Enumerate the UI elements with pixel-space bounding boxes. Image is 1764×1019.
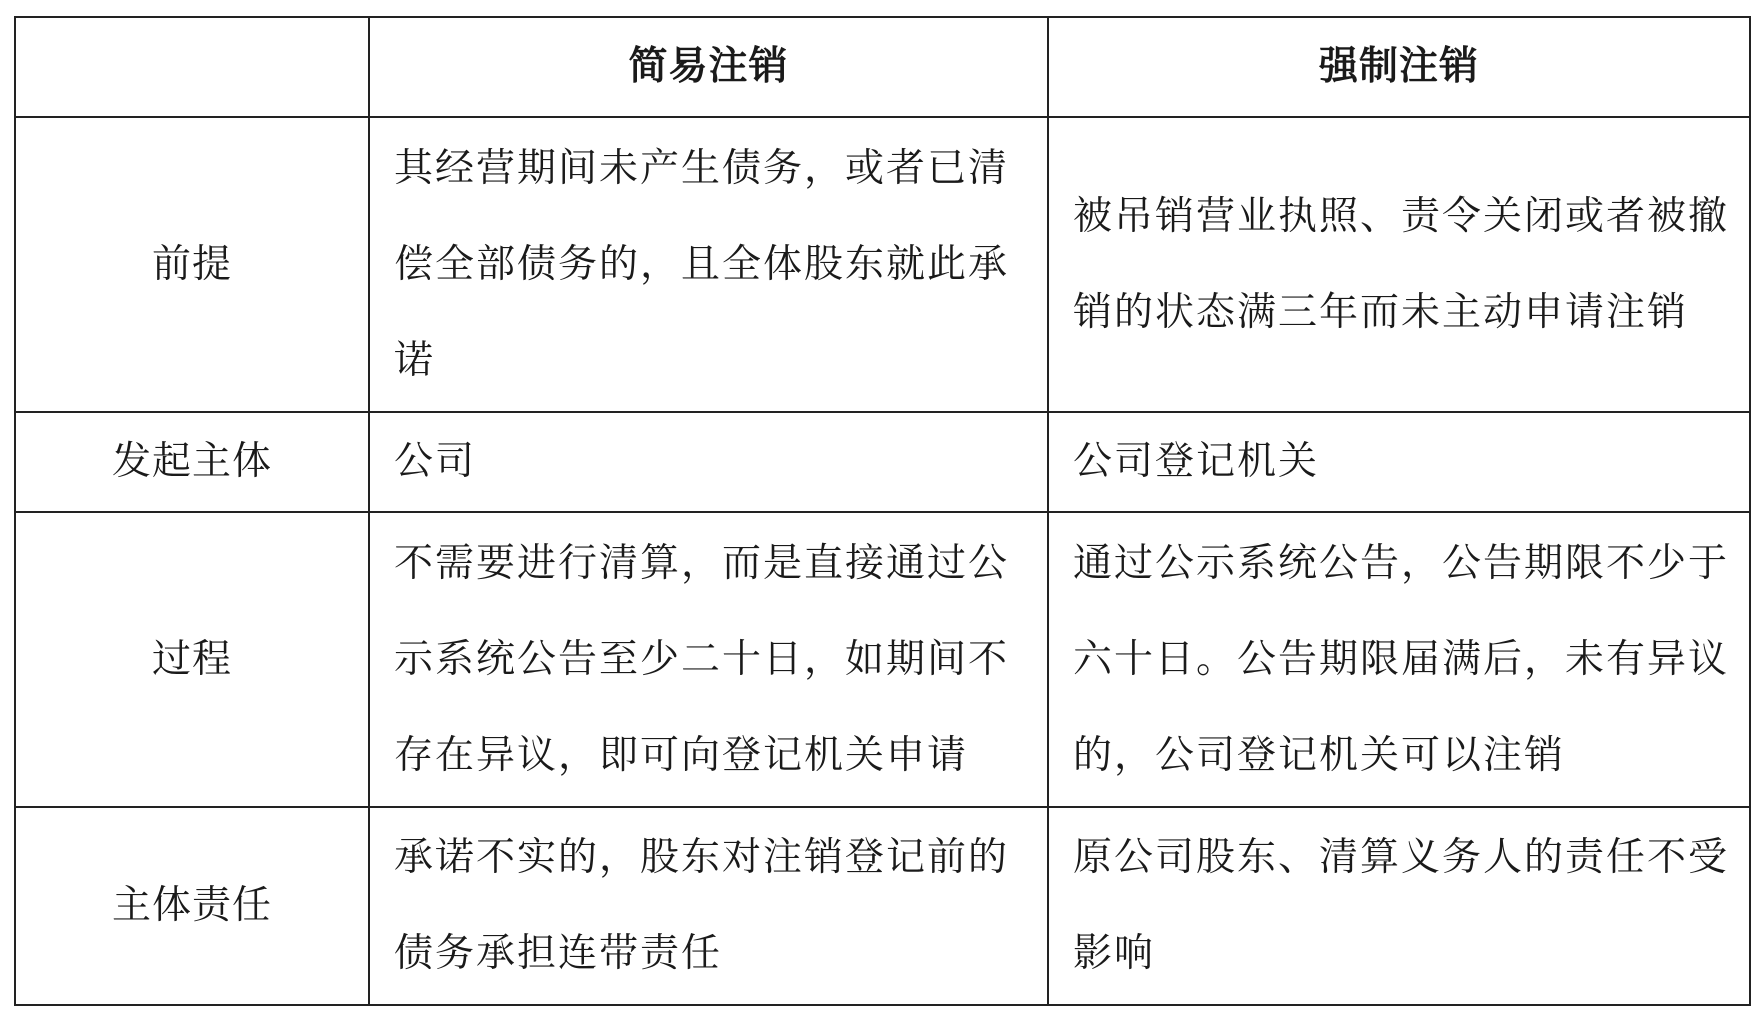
- header-simple-deregistration: 简易注销: [369, 17, 1048, 117]
- table-row: [15, 117, 1750, 412]
- forced-cell: 公司登记机关: [1048, 412, 1750, 512]
- row-label: 主体责任: [15, 807, 369, 1005]
- header-forced-deregistration: 强制注销: [1048, 17, 1750, 117]
- header-empty-cell: [15, 17, 369, 117]
- table-row: [15, 512, 1750, 807]
- simple-cell: 承诺不实的，股东对注销登记前的债务承担连带责任: [369, 807, 1048, 1005]
- row-label: 过程: [15, 512, 369, 807]
- row-label: 前提: [15, 117, 369, 412]
- row-label: 发起主体: [15, 412, 369, 512]
- table-row: [15, 807, 1750, 1005]
- header-row: [15, 17, 1750, 117]
- deregistration-comparison-table: [14, 16, 1751, 1006]
- forced-cell: 通过公示系统公告，公告期限不少于六十日。公告期限届满后，未有异议的，公司登记机关可以注销: [1048, 512, 1750, 807]
- table-row: [15, 412, 1750, 512]
- comparison-table-container: [14, 16, 1751, 1006]
- simple-cell: 其经营期间未产生债务，或者已清偿全部债务的，且全体股东就此承诺: [369, 117, 1048, 412]
- simple-cell: 不需要进行清算，而是直接通过公示系统公告至少二十日，如期间不存在异议，即可向登记机关申请: [369, 512, 1048, 807]
- simple-cell: 公司: [369, 412, 1048, 512]
- forced-cell: 被吊销营业执照、责令关闭或者被撤销的状态满三年而未主动申请注销: [1048, 117, 1750, 412]
- forced-cell: 原公司股东、清算义务人的责任不受影响: [1048, 807, 1750, 1005]
